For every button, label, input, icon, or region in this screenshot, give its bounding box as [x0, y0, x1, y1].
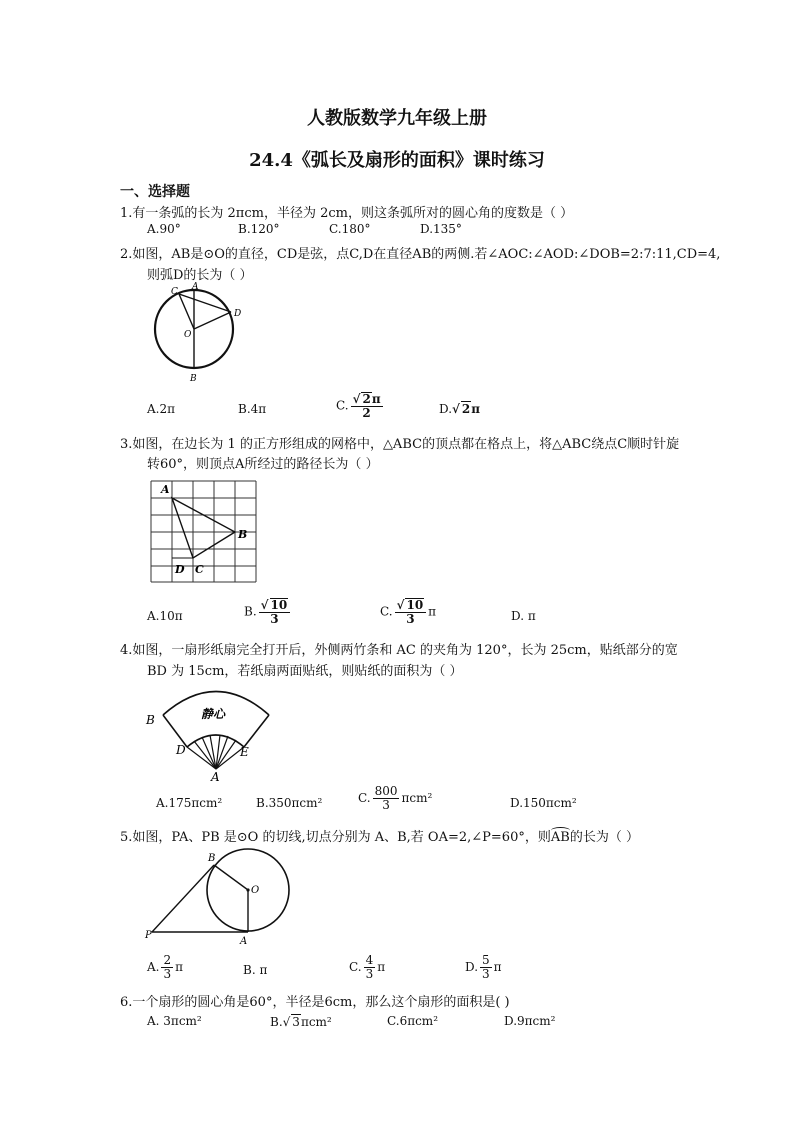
q4-fan-figure: [143, 682, 293, 782]
q2-label-d: D: [234, 309, 242, 319]
q6-option-b: B.√ 3πcm²: [270, 1015, 332, 1029]
question-4-text-line2: BD 为 15cm，若纸扇两面贴纸，则贴纸的面积为（ ）: [147, 664, 463, 679]
question-1-text: 1.有一条弧的长为 2πcm，半径为 2cm，则这条弧所对的圆心角的度数是（ ）: [120, 206, 574, 221]
q1-option-b: B.120°: [238, 222, 280, 236]
q3-option-a: A.10π: [147, 609, 183, 623]
q3-label-b: B: [238, 528, 248, 541]
q2-option-b: B.4π: [238, 402, 267, 416]
q3-option-b: B. $\frac{√ 10}{3}$: [244, 598, 292, 626]
q2-label-c: C: [171, 287, 178, 297]
q3-label-d: D: [175, 563, 185, 576]
q2-option-c: C. $\frac{√ 2\pi}{2}$: [336, 392, 381, 420]
question-3-text-line2: 转60°，则顶点A所经过的路径长为（ ）: [147, 457, 379, 472]
q1-option-c: C.180°: [329, 222, 371, 236]
q3-label-c: C: [195, 563, 204, 576]
q4-option-b: B.350πcm²: [256, 796, 323, 810]
q4-option-a: A.175πcm²: [156, 796, 223, 810]
q5-label-o: O: [251, 885, 260, 896]
q4-label-a: A: [211, 770, 220, 782]
q5-tangent-figure: [142, 848, 297, 948]
question-3-text: 3.如图，在边长为 1 的正方形组成的网格中，△ABC的顶点都在格点上，将△ABC绕点C顺时针旋: [120, 437, 680, 452]
q2-label-a: A: [192, 282, 199, 292]
question-5-text: 5.如图，PA、PB 是⊙O 的切线,切点分别为 A、B,若 OA=2,∠P=60°，则AB的长为（ ）: [120, 830, 639, 845]
q5-label-p: P: [145, 930, 152, 941]
question-2-text: 2.如图，AB是⊙O的直径，CD是弦，点C,D在直径AB的两侧.若∠AOC:∠AOD:∠DOB=2:7:11,CD=4,: [120, 247, 721, 262]
q4-label-e: E: [240, 745, 249, 759]
q2-option-d: D.√ 2π: [439, 402, 481, 416]
question-6-text: 6.一个扇形的圆心角是60°，半径是6cm，那么这个扇形的面积是( ): [120, 995, 510, 1010]
q4-label-d: D: [176, 743, 186, 757]
q5-option-c: C. $\frac{4}{3}$ π: [349, 953, 386, 981]
page-title: 人教版数学九年级上册: [307, 108, 487, 129]
page-subtitle: 24.4《弧长及扇形的面积》课时练习: [249, 150, 545, 171]
q5-option-b: B. π: [243, 963, 268, 977]
q1-option-a: A.90°: [147, 222, 181, 236]
q5-option-a: A. $\frac{2}{3}$ π: [147, 953, 184, 981]
section-heading: 一、选择题: [120, 184, 190, 200]
q4-fan-text: 静心: [201, 707, 226, 721]
q2-label-o: O: [184, 330, 192, 340]
q3-grid-figure: [148, 478, 258, 584]
q6-option-c: C.6πcm²: [387, 1014, 438, 1028]
q4-option-d: D.150πcm²: [510, 796, 577, 810]
question-4-text: 4.如图，一扇形纸扇完全打开后，外侧两竹条和 AC 的夹角为 120°，长为 25cm，贴纸部分的宽: [120, 643, 678, 658]
q2-option-a: A.2π: [147, 402, 176, 416]
q3-option-c: C. $\frac{√ 10}{3}$ π: [380, 598, 437, 626]
q2-circle-figure: [148, 282, 248, 387]
q5-label-a: A: [240, 936, 248, 947]
q4-label-b: B: [146, 713, 155, 727]
q5-label-b: B: [208, 853, 216, 864]
q1-option-d: D.135°: [420, 222, 462, 236]
question-2-text-line2: 则弧D的长为（ ）: [147, 268, 253, 283]
q5-option-d: D. $\frac{5}{3}$ π: [465, 953, 502, 981]
q3-option-d: D. π: [511, 609, 536, 623]
q6-option-a: A. 3πcm²: [147, 1014, 202, 1028]
q6-option-d: D.9πcm²: [504, 1014, 556, 1028]
q2-label-b: B: [190, 374, 197, 384]
q3-label-a: A: [161, 483, 170, 496]
q4-option-c: C. $\frac{800}{3}$ πcm²: [358, 784, 433, 812]
